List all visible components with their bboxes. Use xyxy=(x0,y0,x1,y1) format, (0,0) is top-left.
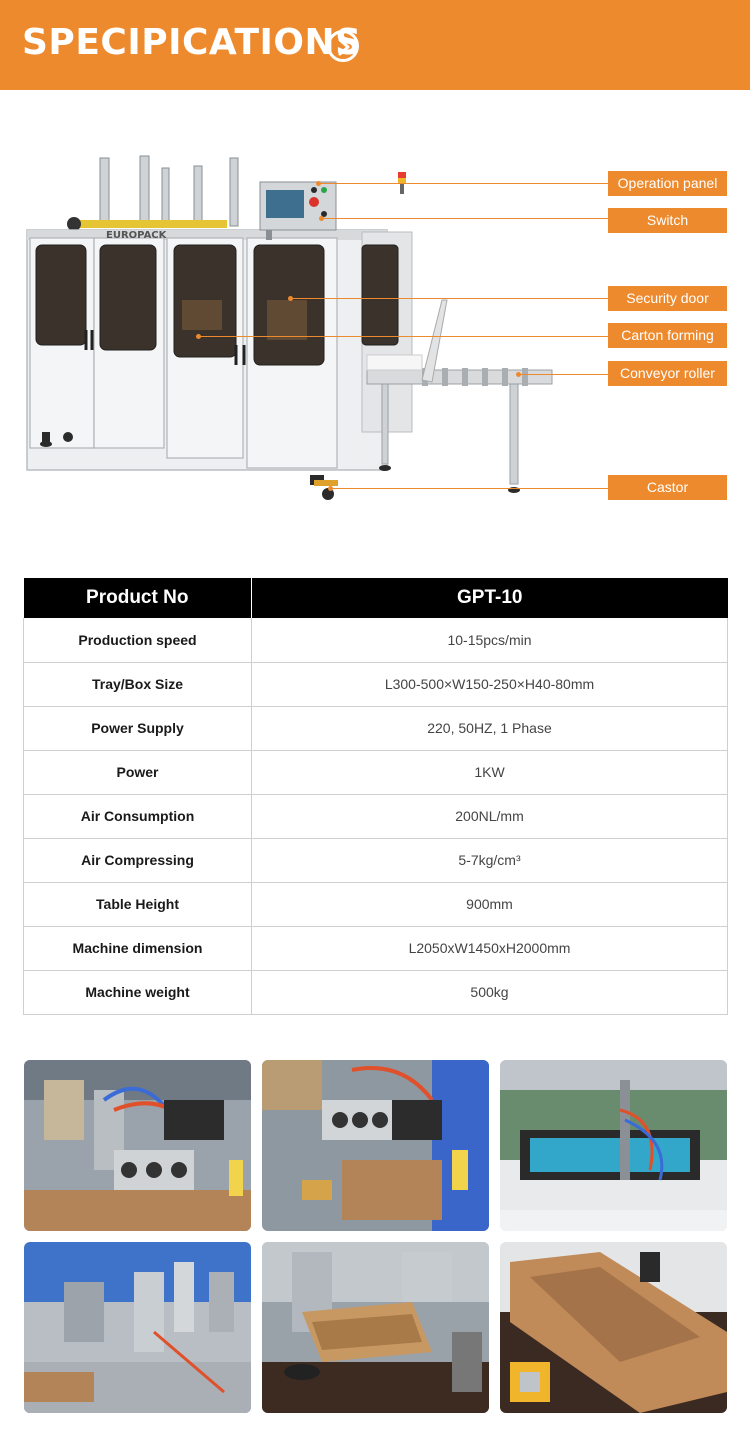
spec-key: Production speed xyxy=(24,618,252,662)
callout-line-carton-forming xyxy=(198,336,608,337)
machine-illustration xyxy=(22,150,562,500)
table-row xyxy=(24,750,728,794)
callout-line-switch xyxy=(322,218,608,219)
table-row xyxy=(24,618,728,662)
callout-label-carton-forming: Carton forming xyxy=(608,323,727,348)
spec-key: Machine dimension xyxy=(24,926,252,970)
spec-value: L2050xW1450xH2000mm xyxy=(252,926,728,970)
photo-forming-head-closeup-1 xyxy=(24,1060,251,1231)
specification-table xyxy=(23,578,728,1015)
callout-label-castor: Castor xyxy=(608,475,727,500)
spec-value: 500kg xyxy=(252,970,728,1014)
section-title: SPECIPICATIONS xyxy=(22,22,362,63)
callout-line-security-door xyxy=(290,298,608,299)
spec-value: 10-15pcs/min xyxy=(252,618,728,662)
brand-logo: EUROPACK xyxy=(106,230,167,241)
spec-key: Power xyxy=(24,750,252,794)
callout-dot xyxy=(516,372,521,377)
callout-dot xyxy=(319,216,324,221)
table-row xyxy=(24,794,728,838)
callout-label-conveyor-roller: Conveyor roller xyxy=(608,361,727,386)
callout-dot xyxy=(288,296,293,301)
callout-dot xyxy=(316,181,321,186)
table-header-key: Product No xyxy=(24,578,252,618)
spec-key: Air Compressing xyxy=(24,838,252,882)
photo-forming-head-closeup-2 xyxy=(262,1060,489,1231)
chevron-right-circle-icon xyxy=(327,30,359,62)
callout-dot xyxy=(328,486,333,491)
callout-line-conveyor-roller xyxy=(518,374,608,375)
spec-value: 5-7kg/cm³ xyxy=(252,838,728,882)
table-header-value: GPT-10 xyxy=(252,578,728,618)
spec-value: 220, 50HZ, 1 Phase xyxy=(252,706,728,750)
callout-label-operation-panel: Operation panel xyxy=(608,171,727,196)
callout-dot xyxy=(196,334,201,339)
spec-key: Power Supply xyxy=(24,706,252,750)
table-row xyxy=(24,926,728,970)
photo-tray-forming-line xyxy=(262,1242,489,1413)
photo-machine-interior-view xyxy=(500,1060,727,1231)
spec-value: 900mm xyxy=(252,882,728,926)
table-row xyxy=(24,838,728,882)
callout-line-castor xyxy=(330,488,608,489)
callout-line-operation-panel xyxy=(318,183,608,184)
spec-key: Machine weight xyxy=(24,970,252,1014)
spec-key: Table Height xyxy=(24,882,252,926)
table-header-row xyxy=(24,578,728,618)
spec-value: L300-500×W150-250×H40-80mm xyxy=(252,662,728,706)
photo-formed-trays-output xyxy=(500,1242,727,1413)
table-row xyxy=(24,662,728,706)
callout-label-security-door: Security door xyxy=(608,286,727,311)
spec-value: 200NL/mm xyxy=(252,794,728,838)
spec-key: Tray/Box Size xyxy=(24,662,252,706)
photo-blue-mechanism-closeup xyxy=(24,1242,251,1413)
table-row xyxy=(24,970,728,1014)
table-row xyxy=(24,706,728,750)
table-row xyxy=(24,882,728,926)
spec-value: 1KW xyxy=(252,750,728,794)
section-header xyxy=(0,0,750,90)
spec-key: Air Consumption xyxy=(24,794,252,838)
callout-label-switch: Switch xyxy=(608,208,727,233)
